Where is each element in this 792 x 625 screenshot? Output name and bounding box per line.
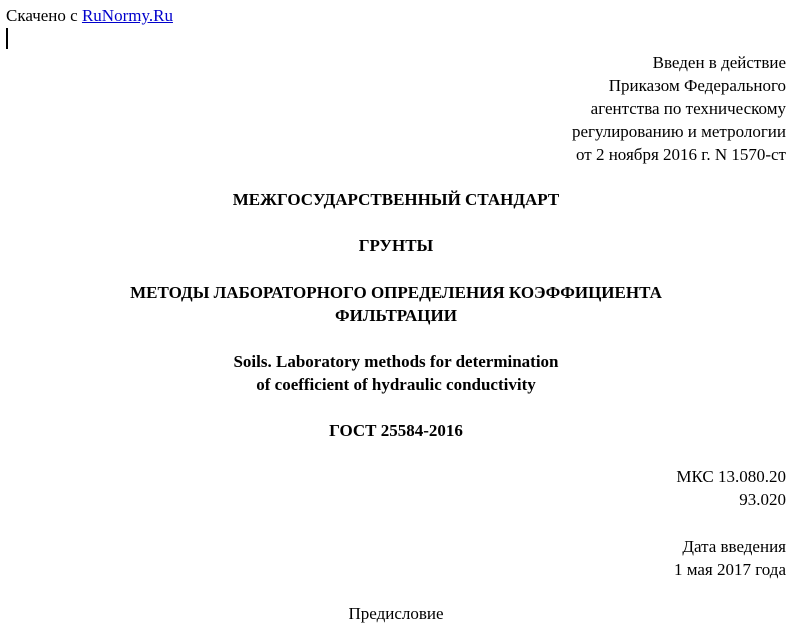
standard-title-ru <box>0 281 792 327</box>
introduction-date-line: Дата введения <box>682 537 786 556</box>
section-heading: Предисловие <box>348 604 444 623</box>
enactment-block <box>572 51 786 166</box>
standard-title-en <box>0 350 792 396</box>
source-prefix: Скачено с <box>6 6 78 25</box>
classification-line: МКС 13.080.20 <box>676 467 786 486</box>
enactment-line: агентства по техническому <box>590 99 786 118</box>
title-ru-line: ФИЛЬТРАЦИИ <box>335 306 457 325</box>
source-line <box>6 6 173 26</box>
classification-line: 93.020 <box>739 490 786 509</box>
introduction-date-line: 1 мая 2017 года <box>673 560 786 579</box>
source-link[interactable]: RuNormy.Ru <box>81 6 173 25</box>
standard-designation: ГОСТ 25584-2016 <box>329 421 463 440</box>
enactment-line: от 2 ноября 2016 г. N 1570-ст <box>576 145 786 164</box>
standard-category: МЕЖГОСУДАРСТВЕННЫЙ СТАНДАРТ <box>232 190 560 209</box>
title-ru-line: МЕТОДЫ ЛАБОРАТОРНОГО ОПРЕДЕЛЕНИЯ КОЭФФИЦИЕНТА <box>130 283 662 302</box>
enactment-line: регулированию и метрологии <box>571 122 786 141</box>
enactment-line: Введен в действие <box>652 53 786 72</box>
title-en-line: of coefficient of hydraulic conductivity <box>256 375 536 394</box>
enactment-line: Приказом Федерального <box>608 76 786 95</box>
introduction-date-block <box>674 535 786 581</box>
title-en-line: Soils. Laboratory methods for determination <box>233 352 559 371</box>
standard-subject: ГРУНТЫ <box>358 236 434 255</box>
classification-block <box>676 465 786 511</box>
text-cursor <box>6 28 8 49</box>
